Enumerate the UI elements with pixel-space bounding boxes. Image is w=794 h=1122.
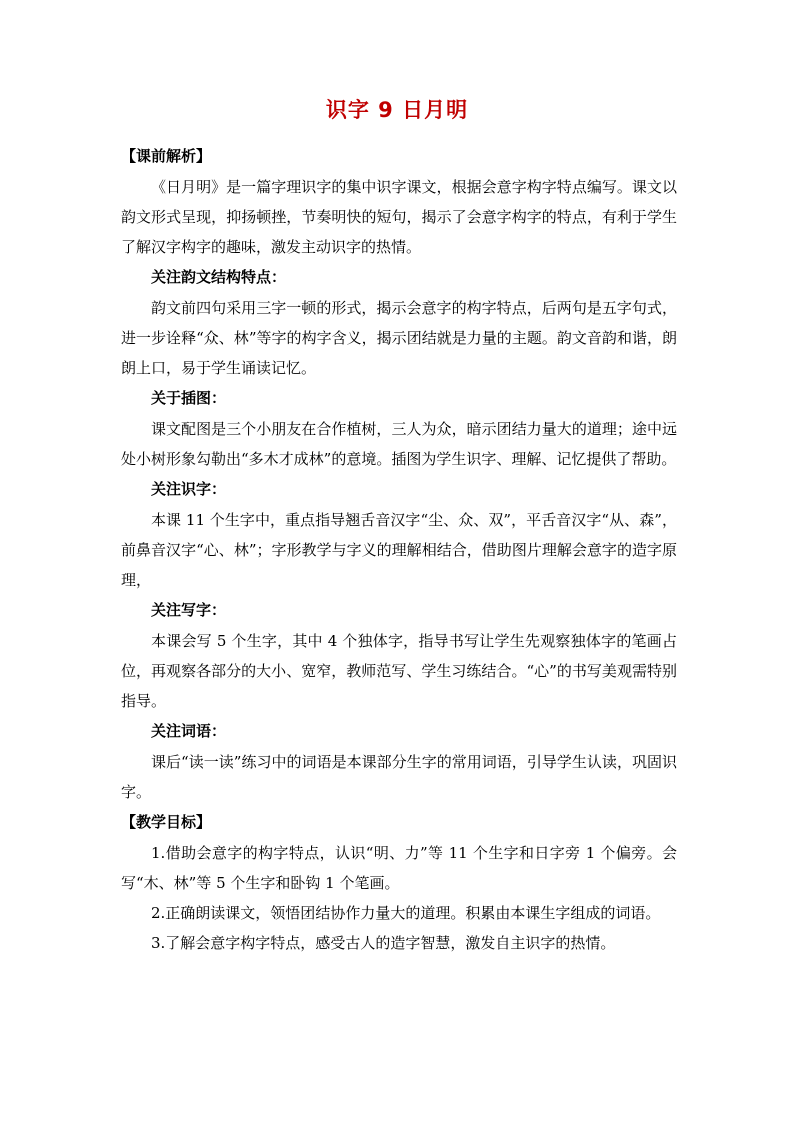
subheading-literacy: 关注识字： — [151, 480, 227, 498]
goal-item-1: 1.借助会意字的构字特点，认识“明、力”等 11 个生字和日字旁 1 个偏旁。会写“木、林”等 5 个生字和卧钩 1 个笔画。 — [121, 844, 677, 892]
page-title: 识字 9 日月明 — [325, 98, 469, 122]
goal-item-3: 3.了解会意字构字特点，感受古人的造字智慧，激发自主识字的热情。 — [151, 934, 616, 952]
paragraph-illustration: 课文配图是三个小朋友在合作植树，三人为众，暗示团结力量大的道理；途中远处小树形象勾勒出“多木才成林”的意境。插图为学生识字、理解、记忆提供了帮助。 — [121, 420, 677, 468]
paragraph-rhyme-structure: 韵文前四句采用三字一顿的形式，揭示会意字的构字特点，后两句是五字句式，进一步诠释“众、林”等字的构字含义，揭示团结就是力量的主题。韵文音韵和谐，朗朗上口，易于学生诵读记忆。 — [121, 299, 677, 377]
section-heading-goals: 【教学目标】 — [121, 813, 212, 831]
paragraph-writing: 本课会写 5 个生字，其中 4 个独体字，指导书写让学生先观察独体字的笔画占位，再观察各部分的大小、宽窄，教师范写、学生习练结合。“心”的书写美观需特别指导。 — [121, 632, 677, 710]
section-heading-analysis: 【课前解析】 — [121, 147, 212, 165]
paragraph-literacy: 本课 11 个生字中，重点指导翘舌音汉字“尘、众、双”，平舌音汉字“从、森”，前鼻音汉字“心、林”；字形教学与字义的理解相结合，借助图片理解会意字的造字原理， — [121, 511, 677, 589]
analysis-intro-paragraph: 《日月明》是一篇字理识字的集中识字课文，根据会意字构字特点编写。课文以韵文形式呈现，抑扬顿挫，节奏明快的短句，揭示了会意字构字的特点，有利于学生了解汉字构字的趣味，激发主动识字的热情。 — [121, 178, 677, 256]
subheading-vocabulary: 关注词语： — [151, 722, 227, 740]
document-body — [121, 141, 677, 958]
goal-item-2: 2.正确朗读课文，领悟团结协作力量大的道理。积累由本课生字组成的词语。 — [151, 904, 661, 922]
paragraph-vocabulary: 课后“读一读”练习中的词语是本课部分生字的常用词语，引导学生认读，巩固识字。 — [121, 753, 677, 801]
subheading-illustration: 关于插图： — [151, 389, 227, 407]
subheading-writing: 关注写字： — [151, 601, 227, 619]
subheading-rhyme-structure: 关注韵文结构特点： — [151, 268, 287, 286]
